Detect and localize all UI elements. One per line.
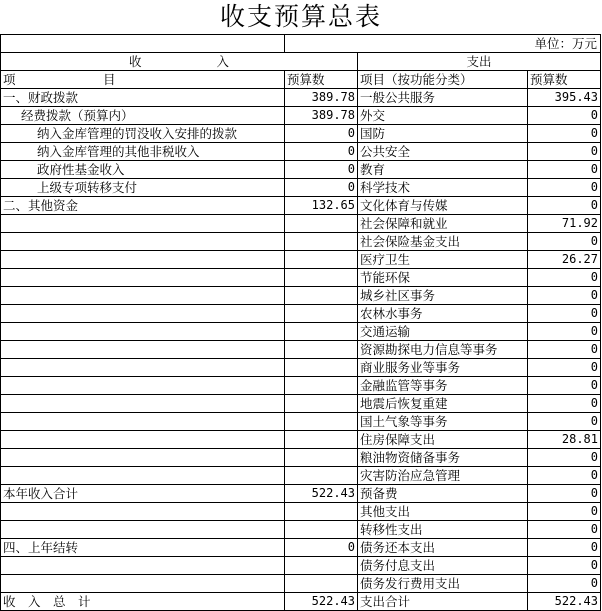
expense-value: 28.81: [528, 431, 601, 449]
expense-label: 其他支出: [358, 503, 528, 521]
expense-value: 0: [528, 575, 601, 593]
income-label: 上级专项转移支付: [1, 179, 285, 197]
income-value: 0: [285, 143, 358, 161]
income-label: 经费拨款（预算内）: [1, 107, 285, 125]
table-row: [1, 377, 601, 395]
table-row: [1, 413, 601, 431]
expense-label: 债务付息支出: [358, 557, 528, 575]
expense-label: 社会保险基金支出: [358, 233, 528, 251]
expense-label: 科学技术: [358, 179, 528, 197]
income-subtotal-value: 522.43: [285, 485, 358, 503]
table-row: [1, 557, 601, 575]
table-row: [1, 197, 601, 215]
income-value: 0: [285, 161, 358, 179]
table-row: [1, 467, 601, 485]
income-total-label: 收 入 总 计: [1, 593, 285, 611]
expense-value: 0: [528, 359, 601, 377]
expense-label: 转移性支出: [358, 521, 528, 539]
unit-row: [1, 35, 601, 53]
expense-label: 社会保障和就业: [358, 215, 528, 233]
unit-label: 单位：万元: [534, 36, 597, 51]
expense-label: 一般公共服务: [358, 89, 528, 107]
table-row: [1, 269, 601, 287]
table-row: [1, 233, 601, 251]
table-row: [1, 107, 601, 125]
table-row: [1, 143, 601, 161]
expense-value: 0: [528, 377, 601, 395]
expense-value: 0: [528, 323, 601, 341]
table-row: [1, 539, 601, 557]
expense-label: 地震后恢复重建: [358, 395, 528, 413]
table-row: [1, 125, 601, 143]
expense-label: 国土气象等事务: [358, 413, 528, 431]
table-row: [1, 341, 601, 359]
expense-label: 教育: [358, 161, 528, 179]
income-label: 一、财政拨款: [1, 89, 285, 107]
table-row: [1, 395, 601, 413]
expense-value: 0: [528, 179, 601, 197]
table-row: [1, 179, 601, 197]
expense-label: 医疗卫生: [358, 251, 528, 269]
table-row: [1, 305, 601, 323]
expense-value: 71.92: [528, 215, 601, 233]
expense-value: 0: [528, 521, 601, 539]
column-header-row: [1, 71, 601, 89]
expense-value: 0: [528, 395, 601, 413]
expense-label: 住房保障支出: [358, 431, 528, 449]
income-section-header: 收 入: [128, 54, 229, 69]
expense-label: 债务发行费用支出: [358, 575, 528, 593]
income-value: 0: [285, 125, 358, 143]
expense-item-header: 项目（按功能分类）: [360, 72, 473, 87]
expense-value: 0: [528, 485, 601, 503]
table-row: [1, 215, 601, 233]
total-row: [1, 593, 601, 611]
expense-value: 0: [528, 449, 601, 467]
carryover-value: 0: [285, 539, 358, 557]
expense-value: 0: [528, 143, 601, 161]
expense-value: 0: [528, 557, 601, 575]
expense-label: 城乡社区事务: [358, 287, 528, 305]
expense-value: 0: [528, 503, 601, 521]
expense-label: 预备费: [358, 485, 528, 503]
expense-label: 节能环保: [358, 269, 528, 287]
expense-value: 0: [528, 467, 601, 485]
table-row: [1, 431, 601, 449]
expense-label: 粮油物资储备事务: [358, 449, 528, 467]
expense-label: 文化体育与传媒: [358, 197, 528, 215]
table-row: [1, 503, 601, 521]
expense-label: 国防: [358, 125, 528, 143]
expense-value: 0: [528, 305, 601, 323]
expense-total-label: 支出合计: [358, 593, 528, 611]
expense-label: 债务还本支出: [358, 539, 528, 557]
income-value: 132.65: [285, 197, 358, 215]
income-value: 389.78: [285, 89, 358, 107]
expense-value: 0: [528, 341, 601, 359]
expense-label: 灾害防治应急管理: [358, 467, 528, 485]
income-label: 二、其他资金: [1, 197, 285, 215]
expense-value: 0: [528, 287, 601, 305]
expense-value: 0: [528, 413, 601, 431]
income-label: 政府性基金收入: [1, 161, 285, 179]
expense-value: 0: [528, 269, 601, 287]
expense-label: 公共安全: [358, 143, 528, 161]
carryover-label: 四、上年结转: [1, 539, 285, 557]
expense-label: 农林水事务: [358, 305, 528, 323]
table-row: [1, 485, 601, 503]
expense-value: 0: [528, 107, 601, 125]
expense-value: 26.27: [528, 251, 601, 269]
table-row: [1, 89, 601, 107]
expense-value: 0: [528, 197, 601, 215]
expense-section-header: 支出: [466, 54, 492, 69]
expense-label: 金融监管等事务: [358, 377, 528, 395]
table-row: [1, 251, 601, 269]
section-header-row: [1, 53, 601, 71]
expense-label: 资源勘探电力信息等事务: [358, 341, 528, 359]
expense-value: 0: [528, 233, 601, 251]
expense-value: 0: [528, 539, 601, 557]
table-row: [1, 575, 601, 593]
expense-value: 0: [528, 125, 601, 143]
income-amount-header: 预算数: [287, 72, 325, 87]
expense-total-value: 522.43: [528, 593, 601, 611]
income-value: 389.78: [285, 107, 358, 125]
table-row: [1, 287, 601, 305]
expense-amount-header: 预算数: [530, 72, 568, 87]
income-label: 纳入金库管理的罚没收入安排的拨款: [1, 125, 285, 143]
income-label: 纳入金库管理的其他非税收入: [1, 143, 285, 161]
income-subtotal-label: 本年收入合计: [1, 485, 285, 503]
expense-label: 交通运输: [358, 323, 528, 341]
expense-label: 外交: [358, 107, 528, 125]
expense-value: 395.43: [528, 89, 601, 107]
page-title: 收支预算总表: [219, 2, 382, 31]
income-value: 0: [285, 179, 358, 197]
table-row: [1, 359, 601, 377]
expense-label: 商业服务业等事务: [358, 359, 528, 377]
budget-table: [0, 34, 601, 611]
expense-value: 0: [528, 161, 601, 179]
income-item-header: 项 目: [3, 72, 116, 87]
income-total-value: 522.43: [285, 593, 358, 611]
table-row: [1, 323, 601, 341]
table-row: [1, 521, 601, 539]
table-row: [1, 161, 601, 179]
table-row: [1, 449, 601, 467]
